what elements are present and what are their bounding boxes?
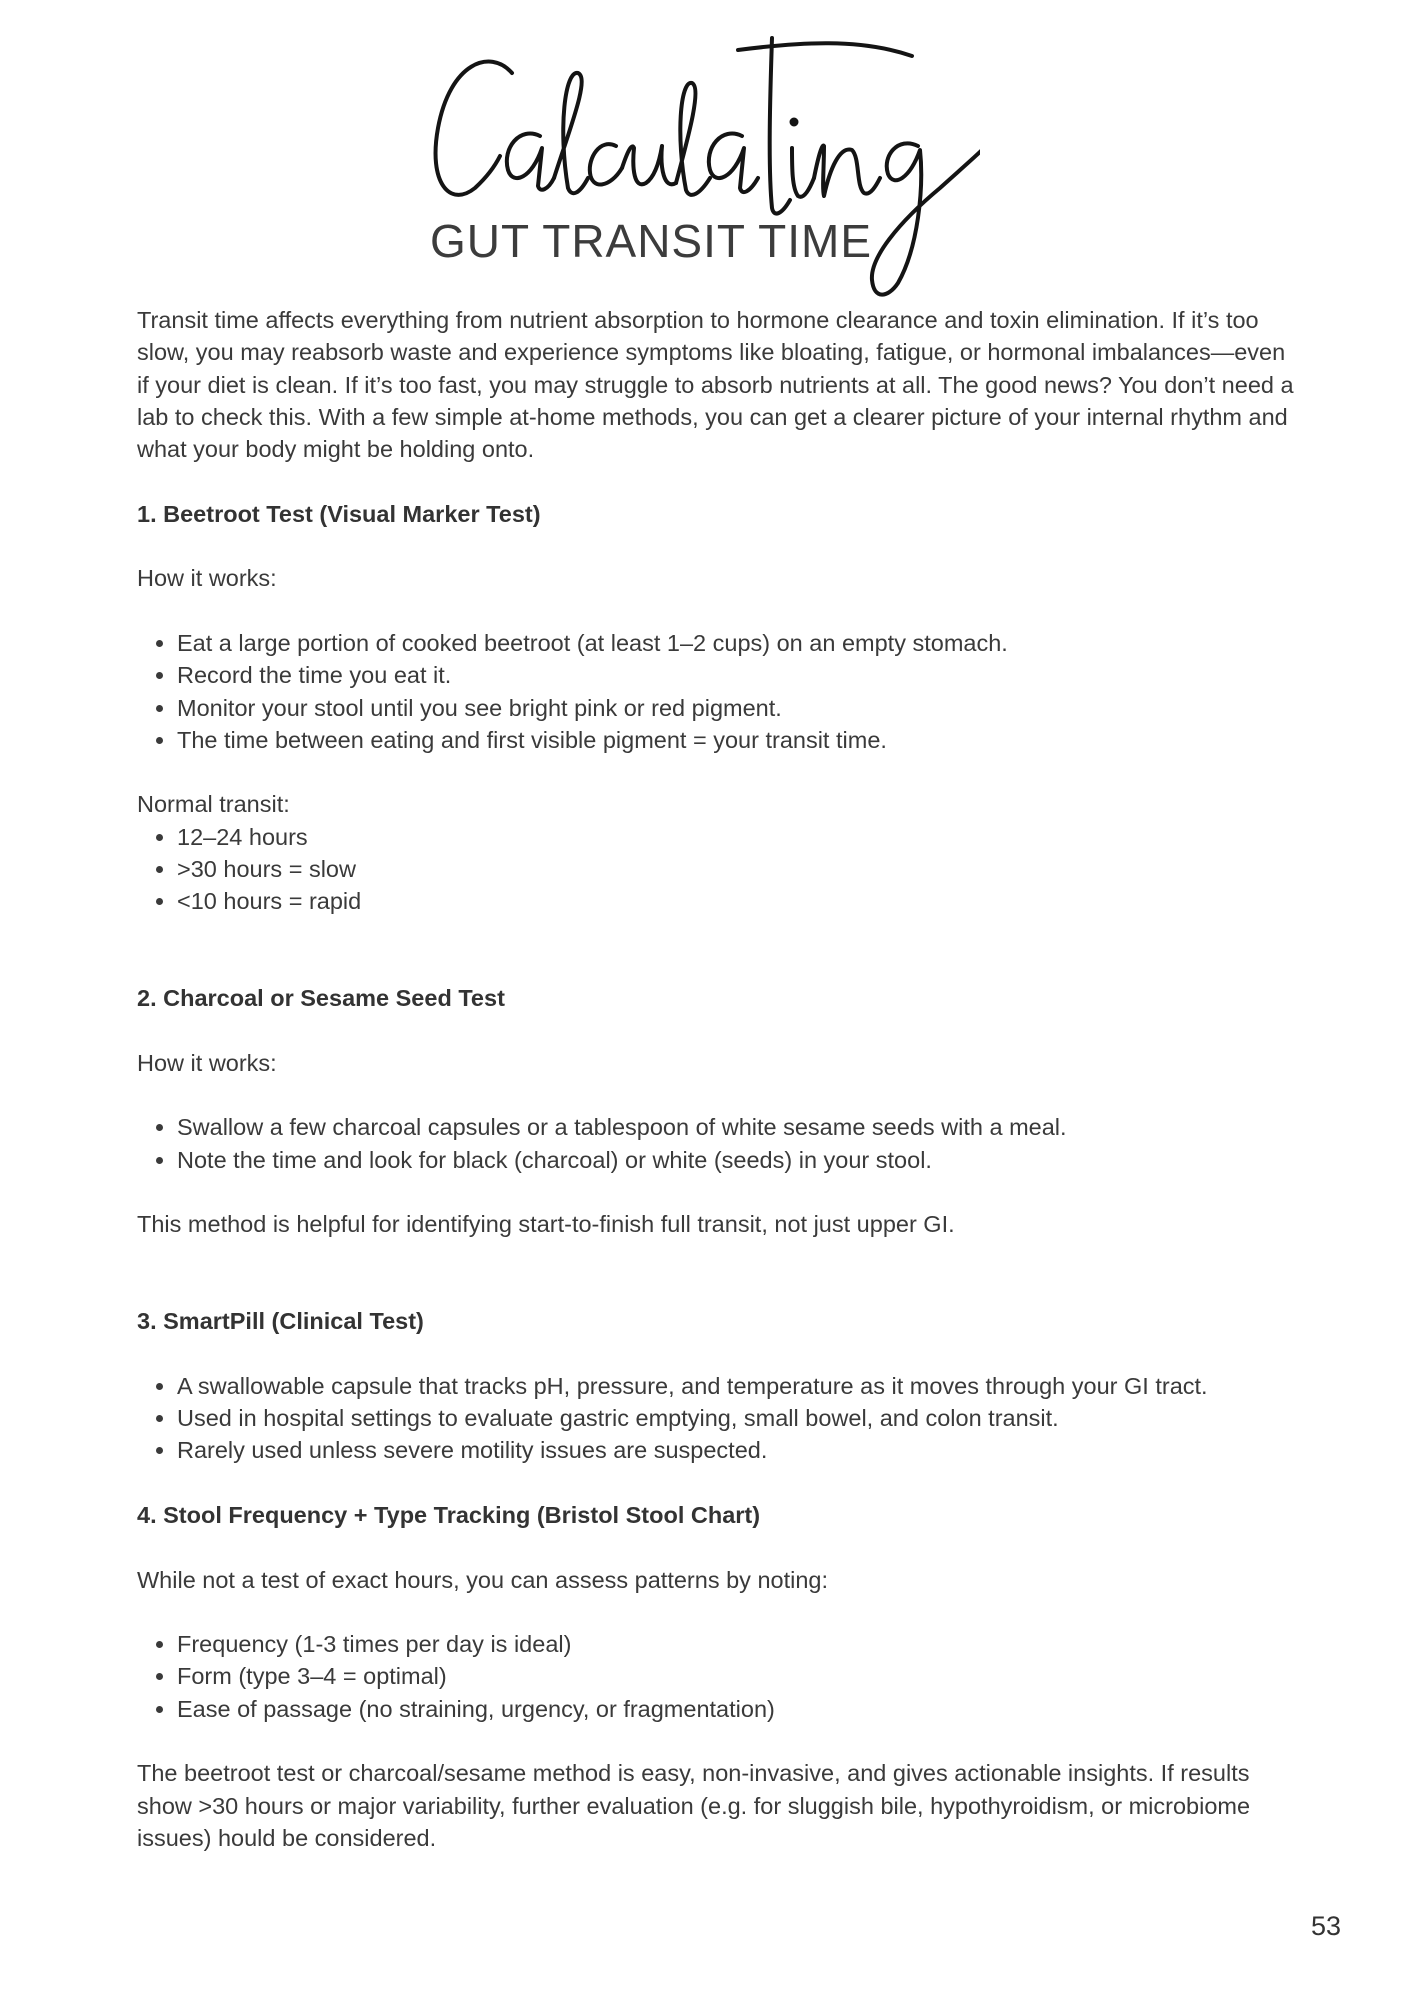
- list-item: • 12–24 hours: [177, 821, 1297, 853]
- smartpill-list: [137, 1370, 1297, 1467]
- section-heading-beetroot: 1. Beetroot Test (Visual Marker Test): [137, 500, 541, 527]
- list-item: • >30 hours = slow: [177, 853, 1297, 885]
- normal-transit-list: [137, 821, 1297, 918]
- list-item: • Frequency (1-3 times per day is ideal): [177, 1628, 1297, 1660]
- stool-tracking-list: [137, 1628, 1297, 1725]
- list-item: • Note the time and look for black (charcoal) or white (seeds) in your stool.: [177, 1144, 1297, 1176]
- section-heading-smartpill: 3. SmartPill (Clinical Test): [137, 1308, 424, 1335]
- document-body: [137, 304, 1297, 1854]
- stool-tracking-intro: While not a test of exact hours, you can assess patterns by noting:: [137, 1566, 829, 1593]
- list-item: • <10 hours = rapid: [177, 885, 1297, 917]
- intro-paragraph: Transit time affects everything from nutrient absorption to hormone clearance and toxin elimination. If it’s too slow, you may reabsorb waste and experience symptoms like bloating, fatigue, or hormonal imbalances—even if your diet is clean. If it’s too fast, you may struggle to absorb nutrients at all. The good news? You don’t need a lab to check this. With a few simple at-home methods, you can get a clearer picture of your internal rhythm and what your body might be holding onto.: [137, 307, 1294, 463]
- list-item: • Form (type 3–4 = optimal): [177, 1660, 1297, 1692]
- how-it-works-label: How it works:: [137, 1049, 277, 1076]
- list-item: • Record the time you eat it.: [177, 659, 1297, 691]
- section-heading-charcoal: 2. Charcoal or Sesame Seed Test: [137, 985, 505, 1012]
- list-item: • Swallow a few charcoal capsules or a tablespoon of white sesame seeds with a meal.: [177, 1111, 1297, 1143]
- charcoal-steps-list: [137, 1111, 1297, 1176]
- page-number: 53: [1311, 1911, 1342, 1941]
- section-heading-stool-tracking: 4. Stool Frequency + Type Tracking (Bristol Stool Chart): [137, 1501, 761, 1528]
- conclusion-paragraph: The beetroot test or charcoal/sesame method is easy, non-invasive, and gives actionable insights. If results show >30 hours or major variability, further evaluation (e.g. for sluggish bile, hypothyroidism, or microbiome issues) hould be considered.: [137, 1760, 1251, 1851]
- charcoal-note: This method is helpful for identifying start-to-finish full transit, not just upper GI.: [137, 1211, 955, 1238]
- how-it-works-label: How it works:: [137, 565, 277, 592]
- normal-transit-label: Normal transit:: [137, 791, 290, 818]
- list-item: • Used in hospital settings to evaluate gastric emptying, small bowel, and colon transit.: [177, 1402, 1297, 1434]
- list-item: • Monitor your stool until you see bright pink or red pigment.: [177, 692, 1297, 724]
- list-item: • A swallowable capsule that tracks pH, pressure, and temperature as it moves through your GI tract.: [177, 1370, 1297, 1402]
- page-subtitle: GUT TRANSIT TIME: [430, 215, 872, 267]
- list-item: • The time between eating and first visible pigment = your transit time.: [177, 724, 1297, 756]
- list-item: • Eat a large portion of cooked beetroot (at least 1–2 cups) on an empty stomach.: [177, 627, 1297, 659]
- beetroot-steps-list: [137, 627, 1297, 756]
- list-item: • Ease of passage (no straining, urgency, or fragmentation): [177, 1693, 1297, 1725]
- list-item: • Rarely used unless severe motility issues are suspected.: [177, 1434, 1297, 1466]
